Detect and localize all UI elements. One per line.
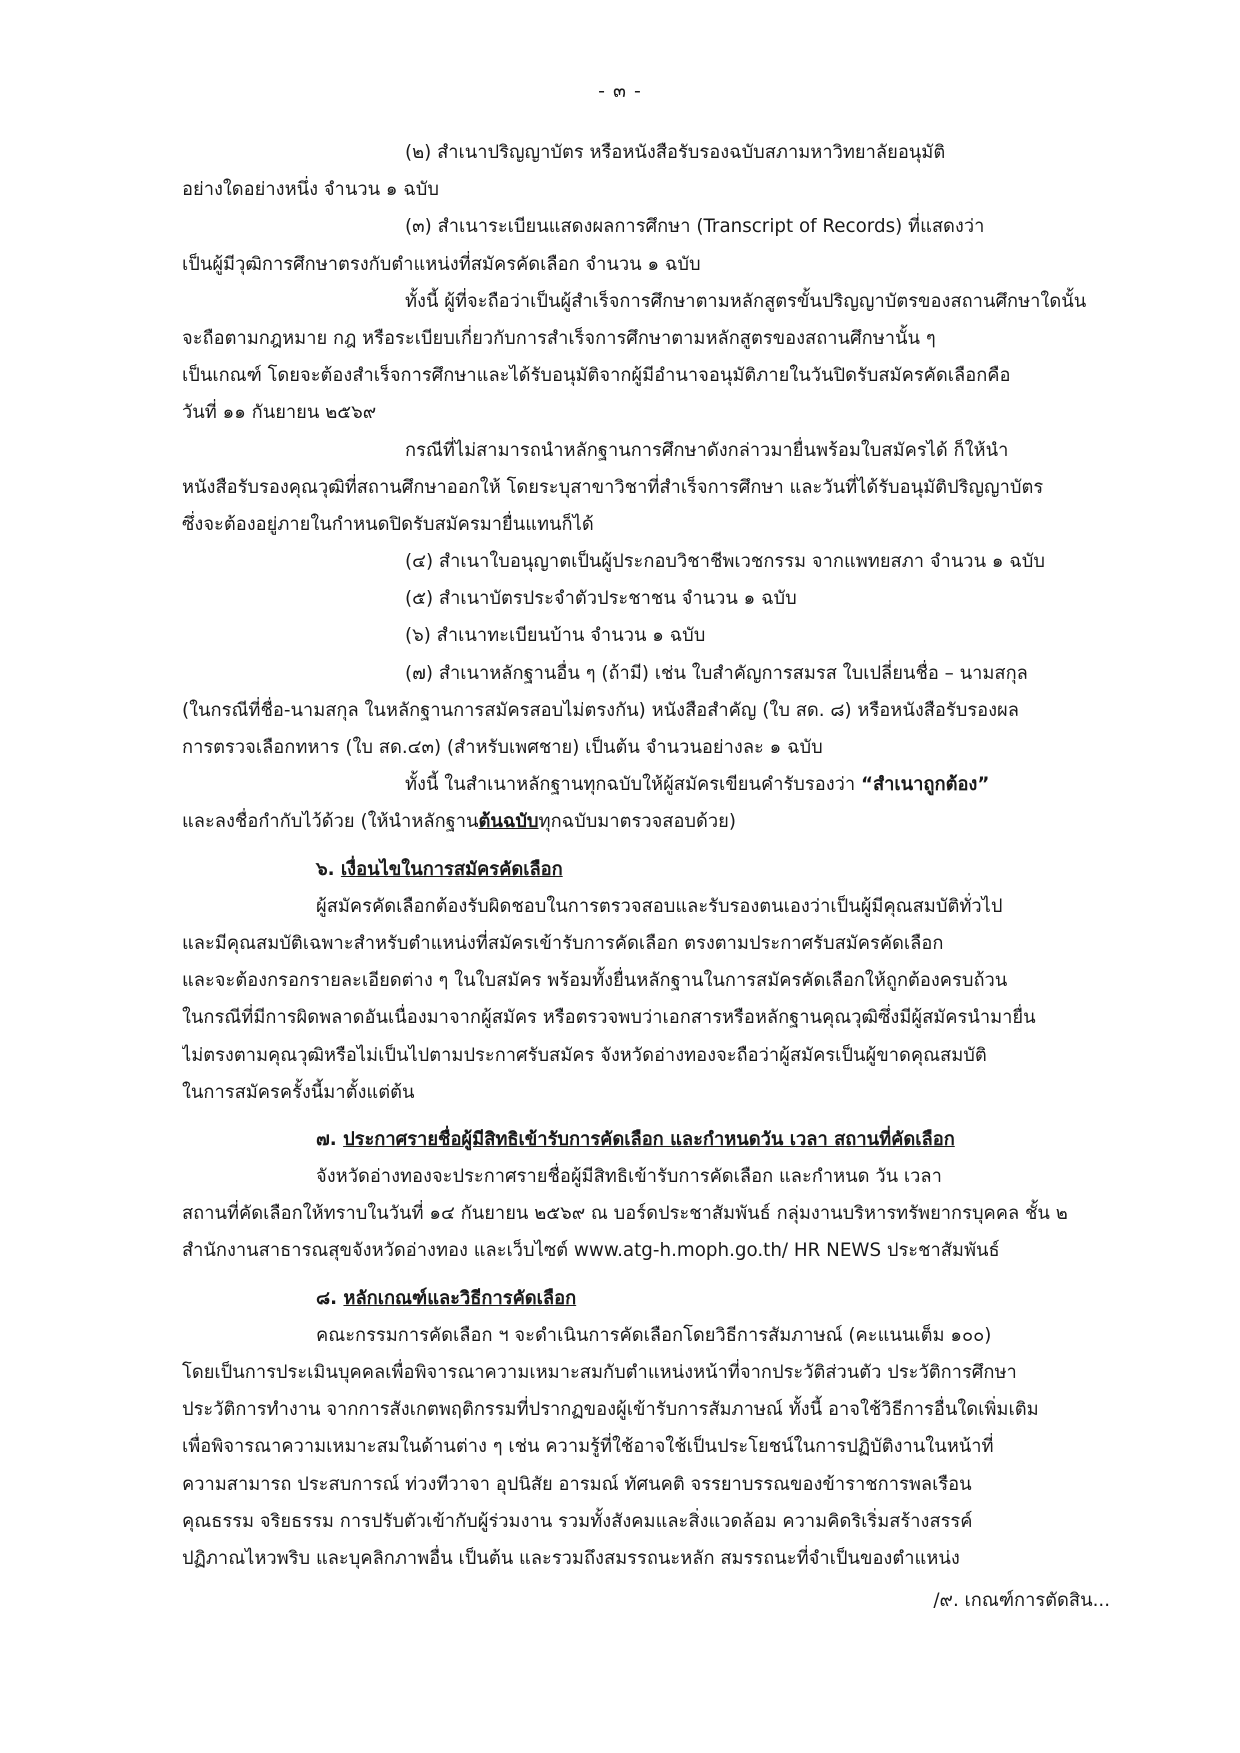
paragraph-line: และจะต้องกรอกรายละเอียดต่าง ๆ ในใบสมัคร พร้อมทั้งยื่นหลักฐานในการสมัครคัดเลือกให้ถูกต้องครบถ้วน — [182, 970, 1008, 992]
section-number: ๗. — [316, 1128, 344, 1150]
paragraph-line: ทั้งนี้ ผู้ที่จะถือว่าเป็นผู้สำเร็จการศึกษาตามหลักสูตรขั้นปริญญาบัตรของสถานศึกษาใดนั้น — [405, 290, 1087, 312]
paragraph-line: เพื่อพิจารณาความเหมาะสมในด้านต่าง ๆ เช่น ความรู้ที่ใช้อาจใช้เป็นประโยชน์ในการปฏิบัติงานในหน้าที่ — [182, 1436, 994, 1458]
section-heading-8 — [182, 1280, 1124, 1317]
paragraph-line: เป็นผู้มีวุฒิการศึกษาตรงกับตำแหน่งที่สมัครคัดเลือก จำนวน ๑ ฉบับ — [182, 253, 701, 275]
list-item: (๔) สำเนาใบอนุญาตเป็นผู้ประกอบวิชาชีพเวชกรรม จากแพทยสภา จำนวน ๑ ฉบับ — [405, 551, 1045, 573]
paragraph-line: ไม่ตรงตามคุณวุฒิหรือไม่เป็นไปตามประกาศรับสมัคร จังหวัดอ่างทองจะถือว่าผู้สมัครเป็นผู้ขาดคุณสมบัติ — [182, 1044, 987, 1066]
next-page-reference: /๙. เกณฑ์การตัดสิน... — [933, 1590, 1110, 1611]
certification-instruction: ทั้งนี้ ในสำเนาหลักฐานทุกฉบับให้ผู้สมัครเขียนคำรับรองว่า — [405, 774, 861, 796]
section-number: ๘. — [316, 1287, 344, 1309]
document-body — [182, 134, 1124, 1577]
section-heading-6 — [182, 851, 1124, 888]
paragraph-line: สถานที่คัดเลือกให้ทราบในวันที่ ๑๔ กันยายน ๒๕๖๙ ณ บอร์ดประชาสัมพันธ์ กลุ่มงานบริหารทรัพยากรบุคคล ชั้น ๒ — [182, 1203, 1068, 1225]
certified-copy-phrase: “สำเนาถูกต้อง” — [860, 774, 990, 796]
section-number: ๖. — [316, 858, 341, 880]
paragraph-line: ปฏิภาณไหวพริบ และบุคลิกภาพอื่น เป็นต้น และรวมถึงสมรรถนะหลัก สมรรถนะที่จำเป็นของตำแหน่ง — [182, 1547, 960, 1569]
paragraph-line: (๒) สำเนาปริญญาบัตร หรือหนังสือรับรองฉบับสภามหาวิทยาลัยอนุมัติ — [405, 142, 946, 163]
section-title: ประกาศรายชื่อผู้มีสิทธิเข้ารับการคัดเลือก และกำหนดวัน เวลา สถานที่คัดเลือก — [343, 1128, 955, 1150]
paragraph-line: ความสามารถ ประสบการณ์ ท่วงทีวาจา อุปนิสัย อารมณ์ ทัศนคติ จรรยาบรรณของข้าราชการพลเรือน — [182, 1473, 972, 1495]
paragraph-line: หนังสือรับรองคุณวุฒิที่สถานศึกษาออกให้ โดยระบุสาขาวิชาที่สำเร็จการศึกษา และวันที่ได้รับอนุมัติปริญญาบัตร — [182, 476, 1044, 498]
paragraph-line: ผู้สมัครคัดเลือกต้องรับผิดชอบในการตรวจสอบและรับรองตนเองว่าเป็นผู้มีคุณสมบัติทั่วไป — [316, 895, 1003, 917]
paragraph-line: จังหวัดอ่างทองจะประกาศรายชื่อผู้มีสิทธิเข้ารับการคัดเลือก และกำหนด วัน เวลา — [316, 1166, 942, 1188]
paragraph-line: และมีคุณสมบัติเฉพาะสำหรับตำแหน่งที่สมัครเข้ารับการคัดเลือก ตรงตามประกาศรับสมัครคัดเลือก — [182, 932, 944, 954]
section-heading-7 — [182, 1121, 1124, 1158]
sign-instruction-tail: ทุกฉบับมาตรวจสอบด้วย) — [538, 811, 737, 833]
paragraph-line: การตรวจเลือกทหาร (ใบ สด.๔๓) (สำหรับเพศชาย) เป็นต้น จำนวนอย่างละ ๑ ฉบับ — [182, 737, 823, 758]
paragraph-line: (๓) สำเนาระเบียนแสดงผลการศึกษา (Transcript of Records) ที่แสดงว่า — [405, 216, 985, 238]
list-item: (๕) สำเนาบัตรประจำตัวประชาชน จำนวน ๑ ฉบับ — [405, 588, 797, 610]
list-item: (๗) สำเนาหลักฐานอื่น ๆ (ถ้ามี) เช่น ใบสำคัญการสมรส ใบเปลี่ยนชื่อ – นามสกุล — [405, 662, 1028, 684]
paragraph-line: โดยเป็นการประเมินบุคคลเพื่อพิจารณาความเหมาะสมกับตำแหน่งหน้าที่จากประวัติส่วนตัว ประวัติการศึกษา — [182, 1362, 1017, 1383]
paragraph-line: (ในกรณีที่ชื่อ-นามสกุล ในหลักฐานการสมัครสอบไม่ตรงกัน) หนังสือสำคัญ (ใบ สด. ๘) หรือหนังสือรับรองผล — [182, 699, 1019, 721]
paragraph-line: ซึ่งจะต้องอยู่ภายในกำหนดปิดรับสมัครมายื่นแทนก็ได้ — [182, 513, 594, 535]
paragraph-line: คุณธรรม จริยธรรม การปรับตัวเข้ากับผู้ร่วมงาน รวมทั้งสังคมและสิ่งแวดล้อม ความคิดริเริ่มสร้างสรรค์ — [182, 1510, 973, 1532]
paragraph-line: อย่างใดอย่างหนึ่ง จำนวน ๑ ฉบับ — [182, 179, 439, 201]
paragraph-line: เป็นเกณฑ์ โดยจะต้องสำเร็จการศึกษาและได้รับอนุมัติจากผู้มีอำนาจอนุมัติภายในวันปิดรับสมัครคัดเลือกคือ — [182, 365, 1011, 387]
paragraph-line: จะถือตามกฎหมาย กฎ หรือระเบียบเกี่ยวกับการสำเร็จการศึกษาตามหลักสูตรของสถานศึกษานั้น ๆ — [182, 327, 936, 349]
paragraph-line: ในการสมัครครั้งนี้มาตั้งแต่ต้น — [182, 1081, 415, 1103]
section-title: หลักเกณฑ์และวิธีการคัดเลือก — [343, 1287, 577, 1309]
section-title: เงื่อนไขในการสมัครคัดเลือก — [340, 858, 563, 880]
paragraph-line: กรณีที่ไม่สามารถนำหลักฐานการศึกษาดังกล่าวมายื่นพร้อมใบสมัครได้ ก็ให้นำ — [405, 439, 1009, 461]
paragraph-line — [182, 803, 1124, 840]
original-document-emphasis: ต้นฉบับ — [478, 811, 539, 833]
paragraph-line: ประวัติการทำงาน จากการสังเกตพฤติกรรมที่ปรากฏของผู้เข้ารับการสัมภาษณ์ ทั้งนี้ อาจใช้วิธีการอื่นใดเพิ่มเติม — [182, 1399, 1039, 1421]
paragraph-line: คณะกรรมการคัดเลือก ฯ จะดำเนินการคัดเลือกโดยวิธีการสัมภาษณ์ (คะแนนเต็ม ๑๐๐) — [316, 1324, 992, 1346]
page-number: - ๓ - — [598, 80, 642, 102]
sign-instruction: และลงชื่อกำกับไว้ด้วย (ให้นำหลักฐาน — [182, 811, 479, 833]
paragraph-line — [182, 766, 1124, 803]
paragraph-line: ในกรณีที่มีการผิดพลาดอันเนื่องมาจากผู้สมัคร หรือตรวจพบว่าเอกสารหรือหลักฐานคุณวุฒิซึ่งมีผู้สมัครนำมายื่น — [182, 1007, 1036, 1029]
list-item: (๖) สำเนาทะเบียนบ้าน จำนวน ๑ ฉบับ — [405, 625, 706, 647]
paragraph-line: สำนักงานสาธารณสุขจังหวัดอ่างทอง และเว็บไซต์ www.atg-h.moph.go.th/ HR NEWS ประชาสัมพันธ์ — [182, 1240, 1000, 1262]
paragraph-line: วันที่ ๑๑ กันยายน ๒๕๖๙ — [182, 402, 377, 424]
